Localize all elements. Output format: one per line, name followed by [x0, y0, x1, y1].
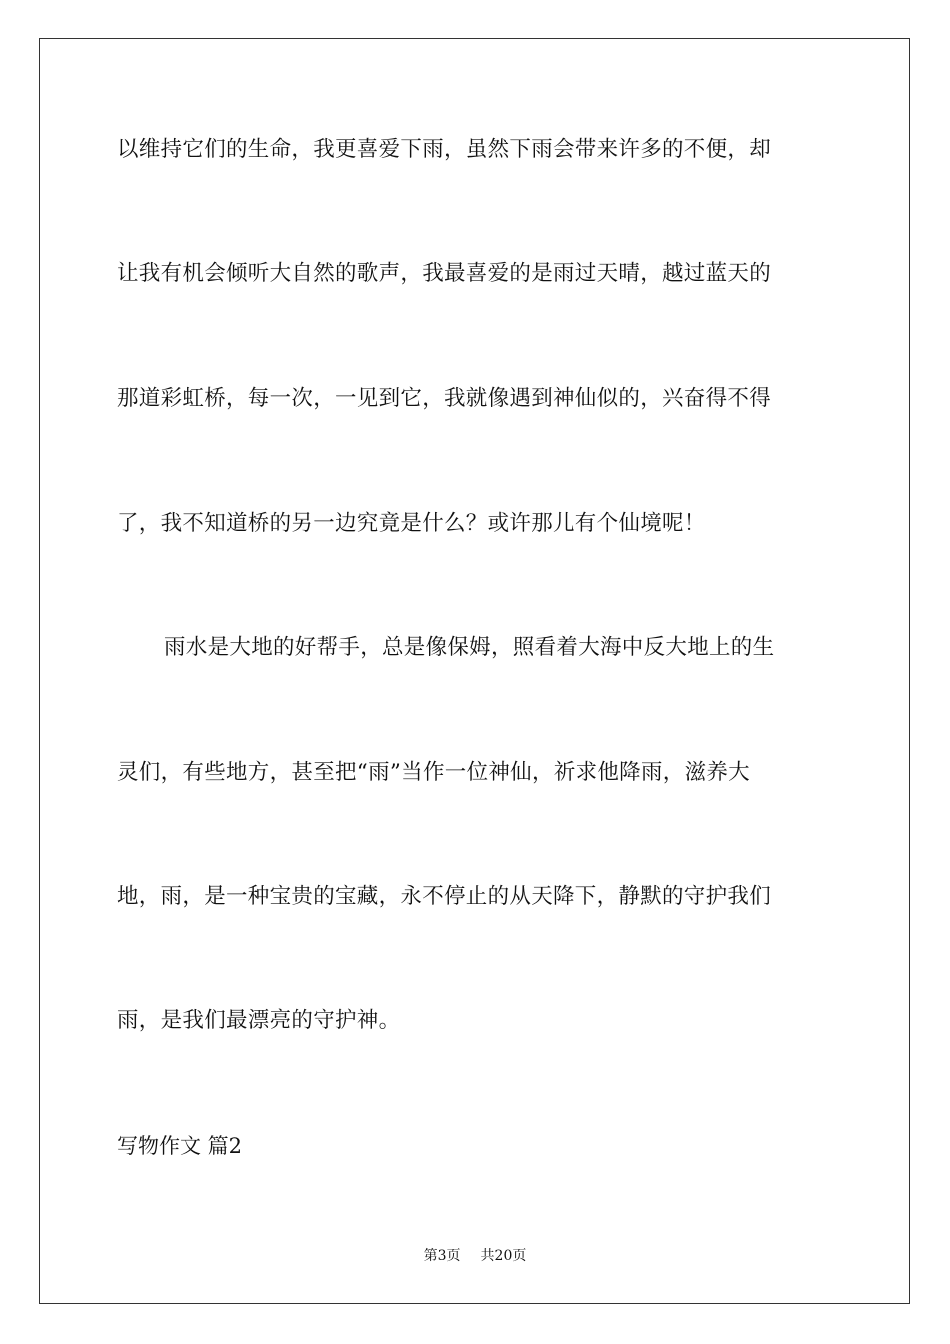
section-heading: 写物作文 篇2 — [117, 1134, 243, 1158]
paragraph-1-line-1: 以维持它们的生命，我更喜爱下雨，虽然下雨会带来许多的不便，却 — [117, 137, 772, 162]
paragraph-2-line-4: 雨，是我们最漂亮的守护神。 — [117, 1008, 401, 1033]
page-total: 共20页 — [480, 1248, 527, 1264]
paragraph-2-line-3: 地，雨，是一种宝贵的宝藏，永不停止的从天降下，静默的守护我们 — [117, 884, 772, 909]
paragraph-1-line-3: 那道彩虹桥，每一次，一见到它，我就像遇到神仙似的，兴奋得不得 — [117, 386, 772, 411]
paragraph-2-line-2: 灵们，有些地方，甚至把“雨”当作一位神仙，祈求他降雨，滋养大 — [117, 760, 750, 785]
page-number: 第3页 — [423, 1248, 461, 1264]
paragraph-1-line-2: 让我有机会倾听大自然的歌声，我最喜爱的是雨过天晴，越过蓝天的 — [117, 261, 772, 286]
paragraph-1-line-4: 了，我不知道桥的另一边究竟是什么？或许那儿有个仙境呢！ — [117, 511, 706, 536]
page-frame — [39, 38, 910, 1304]
paragraph-2-line-1: 雨水是大地的好帮手，总是像保姆，照看着大海中反大地上的生 — [164, 635, 775, 660]
page-footer — [0, 1246, 950, 1266]
